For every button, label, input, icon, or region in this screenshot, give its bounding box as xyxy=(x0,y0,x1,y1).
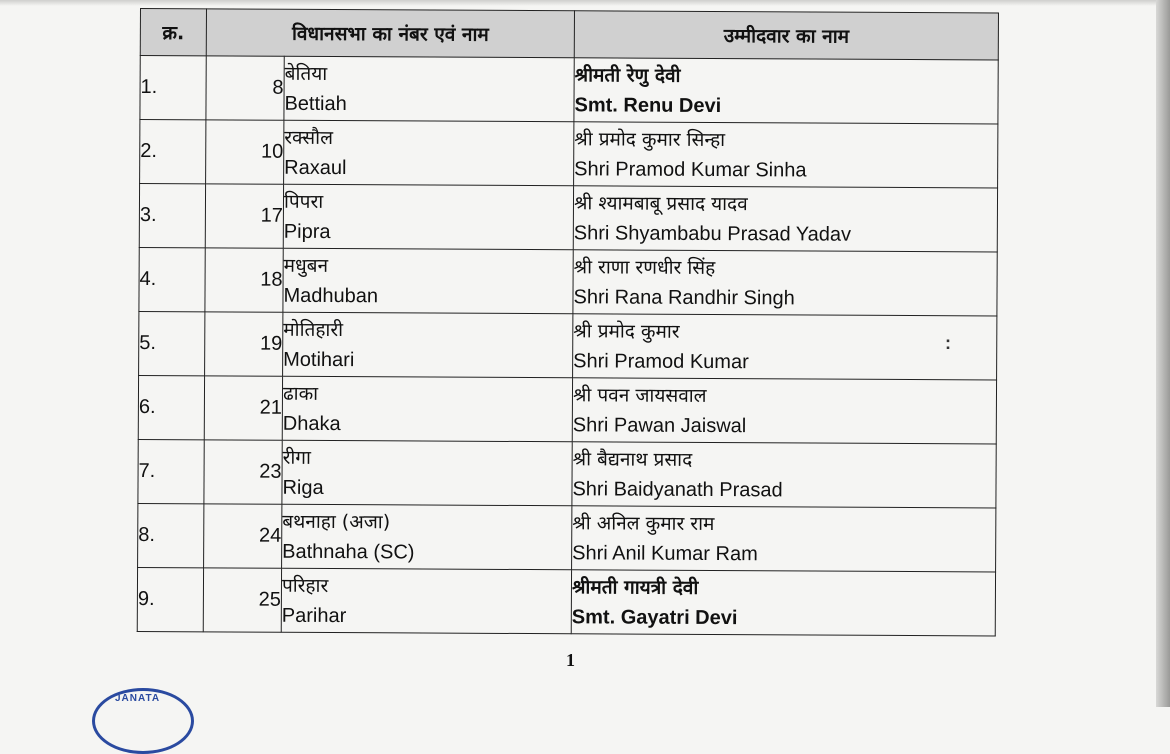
table-row xyxy=(138,503,996,571)
constituency-number: 17 xyxy=(205,184,283,248)
candidate-name-hindi: श्री पवन जायसवाल xyxy=(572,383,707,407)
candidate-name xyxy=(573,186,997,252)
table-row xyxy=(139,184,997,252)
constituency-name-hindi: बथनाहा (अजा) xyxy=(282,510,391,533)
candidate-name-hindi: श्री प्रमोद कुमार सिन्हा xyxy=(574,127,726,151)
table-row xyxy=(139,247,997,315)
table-row xyxy=(140,56,998,124)
stray-mark: : xyxy=(945,333,951,353)
serial-number: 5. xyxy=(139,311,205,375)
serial-header: क्र. xyxy=(140,9,206,56)
page-right-shadow xyxy=(1156,0,1170,707)
serial-number: 1. xyxy=(140,56,206,120)
constituency-name xyxy=(282,440,572,506)
constituency-name-hindi: रक्सौल xyxy=(284,126,334,149)
constituency-name xyxy=(283,248,573,314)
logo-text: JANATA xyxy=(115,693,161,704)
constituency-name-hindi: मोतिहारी xyxy=(283,318,344,341)
candidate-name-hindi: श्री श्यामबाबू प्रसाद यादव xyxy=(573,191,748,215)
constituency-name-hindi: मधुबन xyxy=(283,254,329,277)
constituency-name-english: Bathnaha (SC) xyxy=(282,540,415,563)
constituency-header: विधानसभा का नंबर एवं नाम xyxy=(206,9,574,58)
candidate-name-english: Smt. Gayatri Devi xyxy=(571,605,738,629)
constituency-name-hindi: रीगा xyxy=(282,446,312,469)
serial-number: 7. xyxy=(138,439,204,503)
constituency-name-english: Raxaul xyxy=(284,156,347,179)
candidate-name-hindi: श्री प्रमोद कुमार xyxy=(573,319,680,343)
candidate-name xyxy=(572,506,996,572)
serial-number: 9. xyxy=(137,567,203,631)
constituency-name-english: Riga xyxy=(282,476,324,499)
constituency-name xyxy=(283,312,573,378)
constituency-number: 19 xyxy=(205,312,283,376)
candidate-name-english: Shri Shyambabu Prasad Yadav xyxy=(573,221,852,246)
constituency-number: 24 xyxy=(204,504,282,568)
constituency-name-english: Bettiah xyxy=(284,92,347,115)
serial-number: 6. xyxy=(138,375,204,439)
candidate-name-english: Shri Baidyanath Prasad xyxy=(572,477,783,501)
candidate-name-hindi: श्रीमती रेणु देवी xyxy=(574,63,681,87)
candidate-name xyxy=(574,122,998,188)
constituency-name-english: Madhuban xyxy=(283,284,379,307)
candidate-name-hindi: श्री राणा रणधीर सिंह xyxy=(573,255,716,279)
table-row xyxy=(138,439,996,507)
constituency-name-hindi: पिपरा xyxy=(283,190,324,213)
constituency-number: 23 xyxy=(204,440,282,504)
table-body xyxy=(137,56,998,636)
constituency-name-english: Pipra xyxy=(283,220,331,243)
serial-number: 8. xyxy=(138,503,204,567)
constituency-name-hindi: बेतिया xyxy=(284,62,328,85)
constituency-number: 10 xyxy=(206,120,284,184)
serial-number: 4. xyxy=(139,247,205,311)
candidate-name xyxy=(573,250,997,316)
table-header-row xyxy=(140,9,998,60)
page-top-shadow xyxy=(0,0,1170,6)
constituency-number: 21 xyxy=(204,376,282,440)
table-row xyxy=(140,120,998,188)
constituency-name xyxy=(284,56,574,122)
candidate-name xyxy=(574,58,998,124)
candidate-list-table xyxy=(137,8,999,636)
candidate-name-english: Shri Pramod Kumar xyxy=(573,349,749,373)
constituency-number: 25 xyxy=(203,568,281,632)
table-row xyxy=(137,567,995,635)
constituency-number: 8 xyxy=(206,56,284,120)
candidate-name-english: Shri Pawan Jaiswal xyxy=(572,413,747,437)
party-logo xyxy=(92,688,194,754)
constituency-name-english: Dhaka xyxy=(282,412,341,435)
table-row xyxy=(139,311,997,379)
page-number: 1 xyxy=(566,650,575,670)
constituency-name-english: Parihar xyxy=(281,604,347,627)
candidate-name xyxy=(571,570,995,636)
constituency-name-hindi: ढाका xyxy=(282,382,319,405)
candidate-name xyxy=(573,314,997,380)
constituency-name xyxy=(283,184,573,250)
constituency-name xyxy=(281,568,571,634)
candidate-name-hindi: श्री अनिल कुमार राम xyxy=(572,511,715,535)
constituency-name xyxy=(282,376,572,442)
candidate-name-hindi: श्री बैद्यनाथ प्रसाद xyxy=(572,447,693,471)
serial-number: 3. xyxy=(139,184,205,248)
candidate-name-english: Smt. Renu Devi xyxy=(574,93,722,117)
candidate-name-english: Shri Anil Kumar Ram xyxy=(572,541,758,565)
candidate-name xyxy=(572,442,996,508)
constituency-name-english: Motihari xyxy=(283,348,355,371)
candidate-name-hindi: श्रीमती गायत्री देवी xyxy=(571,575,699,599)
candidate-header: उम्मीदवार का नाम xyxy=(574,11,998,60)
candidate-name xyxy=(572,378,996,444)
candidate-name-english: Shri Pramod Kumar Sinha xyxy=(574,157,807,181)
constituency-name xyxy=(284,120,574,186)
table-row xyxy=(138,375,996,443)
constituency-name xyxy=(282,504,572,570)
serial-number: 2. xyxy=(140,120,206,184)
constituency-number: 18 xyxy=(205,248,283,312)
constituency-name-hindi: परिहार xyxy=(281,574,329,597)
candidate-name-english: Shri Rana Randhir Singh xyxy=(573,285,795,309)
